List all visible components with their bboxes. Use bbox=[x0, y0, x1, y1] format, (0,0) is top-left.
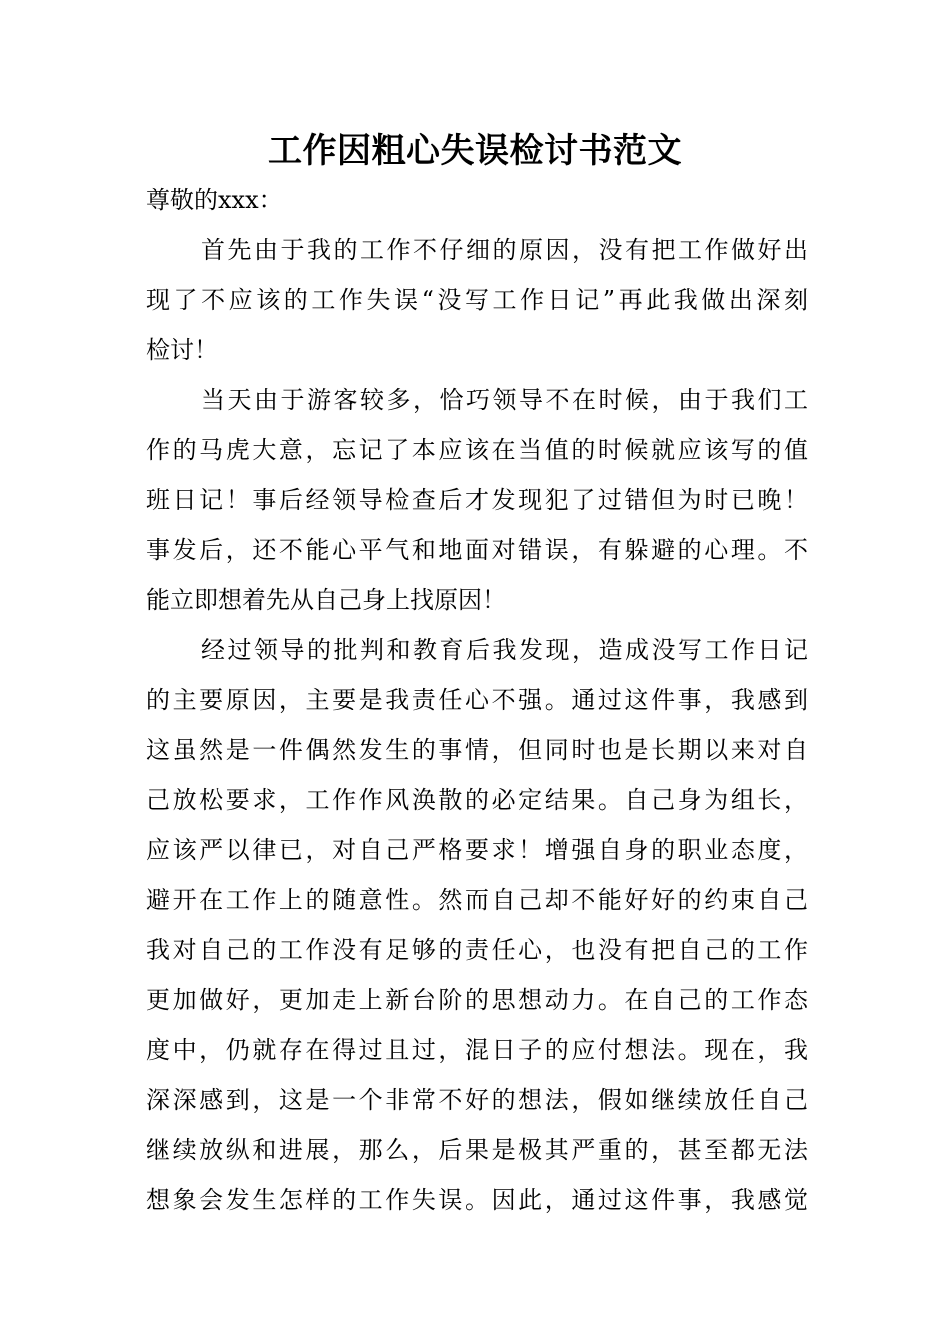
paragraph-1 bbox=[146, 225, 808, 375]
paragraph-line: 想象会发生怎样的工作失误。因此，通过这件事，我感觉 bbox=[146, 1186, 808, 1214]
paragraph-line: 能立即想着先从自己身上找原因！ bbox=[146, 586, 506, 614]
paragraph-line: 首先由于我的工作不仔细的原因，没有把工作做好出 bbox=[201, 236, 808, 264]
paragraph-line: 度中，仍就存在得过且过，混日子的应付想法。现在，我 bbox=[146, 1036, 808, 1064]
paragraph-line: 避开在工作上的随意性。然而自己却不能好好的约束自己 bbox=[146, 886, 808, 914]
document-title: 工作因粗心失误检讨书范文 bbox=[268, 131, 682, 171]
paragraph-line: 这虽然是一件偶然发生的事情，但同时也是长期以来对自 bbox=[146, 736, 808, 764]
document-body bbox=[146, 175, 808, 1225]
paragraph-line: 的主要原因，主要是我责任心不强。通过这件事，我感到 bbox=[146, 686, 808, 714]
paragraph-line: 事发后，还不能心平气和地面对错误，有躲避的心理。不 bbox=[146, 536, 808, 564]
salutation: 尊敬的xxx： bbox=[146, 186, 283, 214]
paragraph-line: 现了不应该的工作失误“没写工作日记”再此我做出深刻 bbox=[146, 286, 808, 314]
paragraph-line: 继续放纵和进展，那么，后果是极其严重的，甚至都无法 bbox=[146, 1136, 808, 1164]
paragraph-line: 应该严以律已，对自己严格要求！增强自身的职业态度， bbox=[146, 836, 808, 864]
paragraph-line: 己放松要求，工作作风涣散的必定结果。自己身为组长， bbox=[146, 786, 808, 814]
paragraph-line: 经过领导的批判和教育后我发现，造成没写工作日记 bbox=[201, 636, 808, 664]
paragraph-line: 我对自己的工作没有足够的责任心，也没有把自己的工作 bbox=[146, 936, 808, 964]
paragraph-line: 更加做好，更加走上新台阶的思想动力。在自己的工作态 bbox=[146, 986, 808, 1014]
paragraph-3 bbox=[146, 625, 808, 1225]
paragraph-line: 作的马虎大意，忘记了本应该在当值的时候就应该写的值 bbox=[146, 436, 808, 464]
paragraph-line: 班日记！事后经领导检查后才发现犯了过错但为时已晚！ bbox=[146, 486, 808, 514]
paragraph-line: 检讨！ bbox=[146, 336, 218, 364]
paragraph-line: 深深感到，这是一个非常不好的想法，假如继续放任自己 bbox=[146, 1086, 808, 1114]
paragraph-line: 当天由于游客较多，恰巧领导不在时候，由于我们工 bbox=[201, 386, 808, 414]
paragraph-2 bbox=[146, 375, 808, 625]
